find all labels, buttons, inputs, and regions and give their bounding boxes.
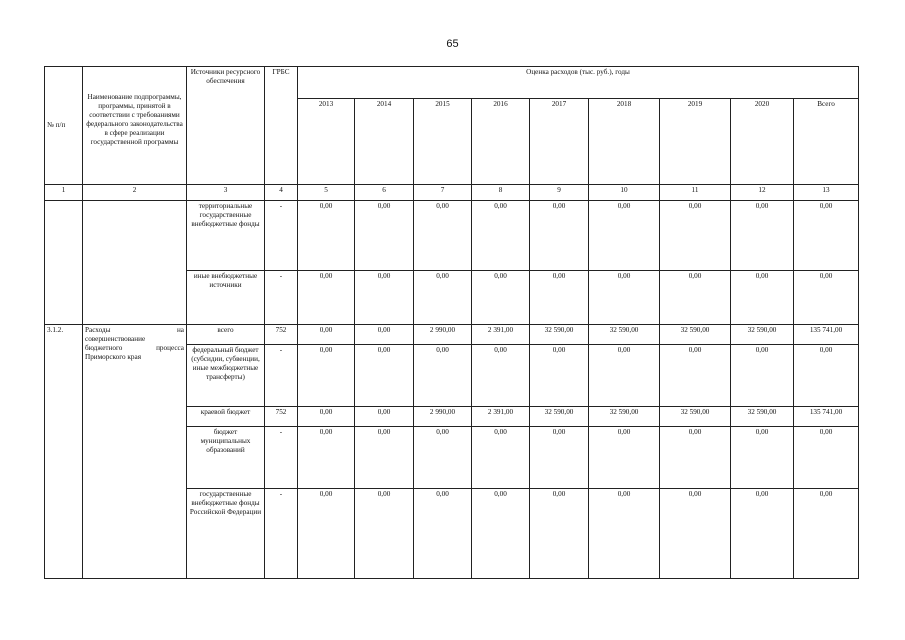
value-cell: 0,00	[731, 427, 794, 489]
header-year: 2018	[589, 99, 660, 185]
source-cell: всего	[187, 325, 265, 345]
header-year: 2020	[731, 99, 794, 185]
row-number-cell	[45, 201, 83, 325]
value-cell: 0,00	[731, 271, 794, 325]
column-number: 1	[45, 185, 83, 201]
value-cell: 135 741,00	[794, 325, 859, 345]
value-cell: 0,00	[530, 271, 589, 325]
column-number: 6	[355, 185, 414, 201]
value-cell: 2 391,00	[472, 325, 530, 345]
section-name	[83, 325, 187, 579]
column-number: 8	[472, 185, 530, 201]
value-cell: 0,00	[414, 345, 472, 407]
value-cell: 0,00	[298, 271, 355, 325]
section-name-first-right: на	[176, 326, 184, 334]
grbs-cell: -	[265, 201, 298, 271]
value-cell: 32 590,00	[660, 407, 731, 427]
value-cell: 0,00	[472, 271, 530, 325]
value-cell: 0,00	[472, 345, 530, 407]
value-cell: 0,00	[530, 427, 589, 489]
value-cell: 0,00	[472, 201, 530, 271]
value-cell: 0,00	[589, 201, 660, 271]
header-no: № п/п	[45, 67, 83, 185]
header-row-1	[45, 67, 859, 99]
value-cell: 32 590,00	[530, 407, 589, 427]
value-cell: 0,00	[355, 325, 414, 345]
section-number: 3.1.2.	[45, 325, 83, 579]
value-cell: 0,00	[472, 427, 530, 489]
value-cell: 32 590,00	[530, 325, 589, 345]
header-year: 2014	[355, 99, 414, 185]
source-cell: государственные внебюджетные фонды Российской Федерации	[187, 489, 265, 579]
value-cell: 0,00	[414, 427, 472, 489]
header-year: 2019	[660, 99, 731, 185]
column-number: 3	[187, 185, 265, 201]
header-column-numbers-row	[45, 185, 859, 201]
column-number: 13	[794, 185, 859, 201]
value-cell: 32 590,00	[731, 325, 794, 345]
value-cell: 0,00	[660, 271, 731, 325]
column-number: 4	[265, 185, 298, 201]
value-cell: 0,00	[731, 489, 794, 579]
section-name-text	[85, 326, 184, 362]
expense-table	[44, 66, 859, 579]
value-cell: 0,00	[731, 201, 794, 271]
value-cell: 2 990,00	[414, 325, 472, 345]
value-cell: 0,00	[731, 345, 794, 407]
value-cell: 135 741,00	[794, 407, 859, 427]
source-cell: краевой бюджет	[187, 407, 265, 427]
grbs-cell: -	[265, 489, 298, 579]
column-number: 2	[83, 185, 187, 201]
value-cell: 32 590,00	[731, 407, 794, 427]
value-cell: 0,00	[355, 407, 414, 427]
value-cell: 0,00	[794, 271, 859, 325]
value-cell: 32 590,00	[589, 325, 660, 345]
value-cell: 32 590,00	[660, 325, 731, 345]
value-cell: 0,00	[355, 271, 414, 325]
value-cell: 0,00	[298, 407, 355, 427]
value-cell: 0,00	[589, 271, 660, 325]
header-year: 2013	[298, 99, 355, 185]
value-cell: 0,00	[794, 427, 859, 489]
value-cell: 0,00	[414, 489, 472, 579]
value-cell: 0,00	[355, 427, 414, 489]
section-name-rest: совершенствование бюджетного процесса Приморского края	[85, 335, 184, 361]
value-cell: 0,00	[530, 201, 589, 271]
value-cell: 2 990,00	[414, 407, 472, 427]
value-cell: 0,00	[414, 271, 472, 325]
value-cell: 0,00	[660, 201, 731, 271]
value-cell: 0,00	[414, 201, 472, 271]
header-grbs: ГРБС	[265, 67, 298, 185]
header-name: Наименование подпрограммы, программы, принятой в соответствии с требованиями федерального законодательства в сфере реализации государственной программы	[83, 67, 187, 185]
value-cell: 0,00	[530, 345, 589, 407]
value-cell: 0,00	[660, 489, 731, 579]
value-cell: 0,00	[794, 345, 859, 407]
column-number: 10	[589, 185, 660, 201]
header-year: Всего	[794, 99, 859, 185]
value-cell: 0,00	[660, 345, 731, 407]
value-cell: 0,00	[355, 489, 414, 579]
header-year: 2017	[530, 99, 589, 185]
grbs-cell: -	[265, 345, 298, 407]
source-cell: федеральный бюджет (субсидии, субвенции, иные межбюджетные трансферты)	[187, 345, 265, 407]
table-row	[45, 201, 859, 271]
source-cell: бюджет муниципальных образований	[187, 427, 265, 489]
column-number: 7	[414, 185, 472, 201]
header-estimate: Оценка расходов (тыс. руб.), годы	[298, 67, 859, 99]
header-source: Источники ресурсного обеспечения	[187, 67, 265, 185]
page-number: 65	[446, 38, 459, 50]
value-cell: 0,00	[589, 427, 660, 489]
row-name-cell	[83, 201, 187, 325]
value-cell: 0,00	[472, 489, 530, 579]
value-cell: 0,00	[589, 489, 660, 579]
grbs-cell: -	[265, 427, 298, 489]
source-cell: территориальные государственные внебюджетные фонды	[187, 201, 265, 271]
value-cell: 0,00	[298, 427, 355, 489]
grbs-cell: 752	[265, 325, 298, 345]
section-name-first-word: Расходы	[85, 326, 111, 334]
value-cell: 0,00	[355, 201, 414, 271]
header-year: 2016	[472, 99, 530, 185]
table-row	[45, 325, 859, 345]
source-cell: иные внебюджетные источники	[187, 271, 265, 325]
column-number: 12	[731, 185, 794, 201]
header-year: 2015	[414, 99, 472, 185]
value-cell: 0,00	[794, 201, 859, 271]
column-number: 9	[530, 185, 589, 201]
grbs-cell: -	[265, 271, 298, 325]
value-cell: 2 391,00	[472, 407, 530, 427]
column-number: 11	[660, 185, 731, 201]
section-name-line	[85, 326, 184, 335]
grbs-cell: 752	[265, 407, 298, 427]
value-cell: 32 590,00	[589, 407, 660, 427]
value-cell: 0,00	[530, 489, 589, 579]
value-cell: 0,00	[355, 345, 414, 407]
value-cell: 0,00	[298, 489, 355, 579]
value-cell: 0,00	[298, 345, 355, 407]
value-cell: 0,00	[589, 345, 660, 407]
value-cell: 0,00	[660, 427, 731, 489]
value-cell: 0,00	[794, 489, 859, 579]
value-cell: 0,00	[298, 201, 355, 271]
column-number: 5	[298, 185, 355, 201]
value-cell: 0,00	[298, 325, 355, 345]
